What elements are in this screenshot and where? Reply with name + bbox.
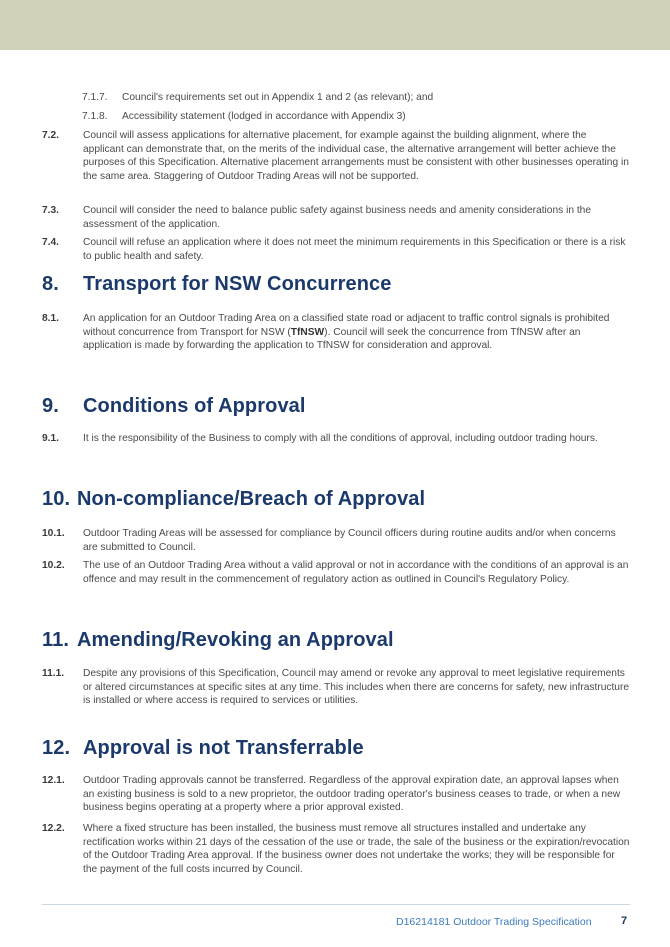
header-band [0, 0, 670, 50]
heading-title: Non-compliance/Breach of Approval [77, 488, 426, 510]
heading-section-10 [42, 488, 425, 511]
clause-text: Despite any provisions of this Specification, Council may amend or revoke any approval to meet legislative requirements or altered circumstances at specific sites at any time. This includes when there are concerns for safety, new infrastructure is installed or where access is required to services or utilities. [83, 668, 630, 707]
heading-section-11 [42, 629, 394, 652]
heading-title: Transport for NSW Concurrence [83, 273, 392, 295]
clause-text: An application for an Outdoor Trading Area on a classified state road or adjacent to traffic control signals is prohibited without concurrence from Transport for NSW (TfNSW). Council will seek the concurrence from TfNSW after an application is made by forwarding the application to TfNSW for consideration and approval. [83, 313, 610, 352]
heading-number: 9. [42, 395, 59, 417]
heading-number: 11. [42, 629, 69, 651]
clause-text: The use of an Outdoor Trading Area without a valid approval or not in accordance with the conditions of an approval is an offence and may result in the commencement of regulatory action as outlined in Council's Regulatory Policy. [83, 560, 629, 585]
clause-number: 10.2. [42, 560, 65, 571]
clause-number: 7.3. [42, 205, 59, 216]
clause-number: 10.1. [42, 528, 65, 539]
clause-text: Council will consider the need to balance public safety against business needs and amenity considerations in the assessment of the application. [83, 205, 591, 230]
clause-7-4 [42, 236, 630, 263]
clause-number: 7.1.8. [82, 111, 108, 122]
clause-12-2 [42, 822, 630, 876]
clause-number: 12.2. [42, 823, 65, 834]
clause-number: 7.2. [42, 130, 59, 141]
heading-number: 12. [42, 737, 71, 759]
heading-title: Conditions of Approval [83, 395, 306, 417]
subclause-7-1-7 [82, 91, 433, 105]
heading-title: Approval is not Transferrable [83, 737, 364, 759]
clause-8-1 [42, 312, 630, 353]
clause-text: It is the responsibility of the Business to comply with all the conditions of approval, including outdoor trading hours. [83, 433, 598, 444]
footer-doc-title: D16214181 Outdoor Trading Specification [396, 916, 592, 928]
clause-text: Council will assess applications for alternative placement, for example against the building alignment, where the applicant can demonstrate that, on the merits of the individual case, the alternative arrangement will better achieve the purposes of this Specification. Alternative placement arrangements must be consistent with other businesses operating in the same area. Staggering of Outdoor Trading Areas will not be supported. [83, 130, 629, 182]
footer-divider [42, 904, 630, 905]
clause-10-1 [42, 527, 630, 554]
clause-number: 8.1. [42, 313, 59, 324]
clause-text: Accessibility statement (lodged in accordance with Appendix 3) [122, 111, 406, 122]
clause-text: Outdoor Trading approvals cannot be transferred. Regardless of the approval expiration date, an approval lapses when an existing business is sold to a new proprietor, the outdoor trading operator's business ceases to trade, or when a new business begins operating at a property where a prior approval existed. [83, 775, 621, 814]
clause-number: 12.1. [42, 775, 65, 786]
clause-7-2 [42, 129, 630, 183]
heading-title: Amending/Revoking an Approval [77, 629, 394, 651]
heading-section-8 [42, 273, 392, 296]
clause-text: Council's requirements set out in Appendix 1 and 2 (as relevant); and [122, 92, 434, 103]
clause-number: 11.1. [42, 668, 65, 679]
clause-9-1 [42, 432, 630, 446]
page-number: 7 [621, 915, 628, 927]
heading-section-12 [42, 737, 364, 760]
heading-number: 8. [42, 273, 59, 295]
clause-12-1 [42, 774, 630, 815]
heading-section-9 [42, 395, 306, 418]
subclause-7-1-8 [82, 110, 406, 124]
clause-11-1 [42, 667, 630, 708]
clause-text: Outdoor Trading Areas will be assessed for compliance by Council officers during routine audits and/or when concerns are submitted to Council. [83, 528, 616, 553]
clause-number: 7.4. [42, 237, 59, 248]
clause-number: 7.1.7. [82, 92, 108, 103]
clause-text: Where a fixed structure has been installed, the business must remove all structures installed and undertake any rectification works within 21 days of the cessation of the use or trade, the sale of the business or the expiration/revocation of the Outdoor Trading Area approval. If the business owner does not undertake the works; they will be responsible for the payment of the full costs incurred by Council. [83, 823, 630, 875]
clause-10-2 [42, 559, 630, 586]
clause-7-3 [42, 204, 630, 231]
heading-number: 10. [42, 488, 71, 510]
tfnsw-abbrev: TfNSW [290, 326, 325, 338]
clause-text: Council will refuse an application where it does not meet the minimum requirements in this Specification or there is a risk to public health and safety. [83, 237, 626, 262]
clause-number: 9.1. [42, 433, 59, 444]
